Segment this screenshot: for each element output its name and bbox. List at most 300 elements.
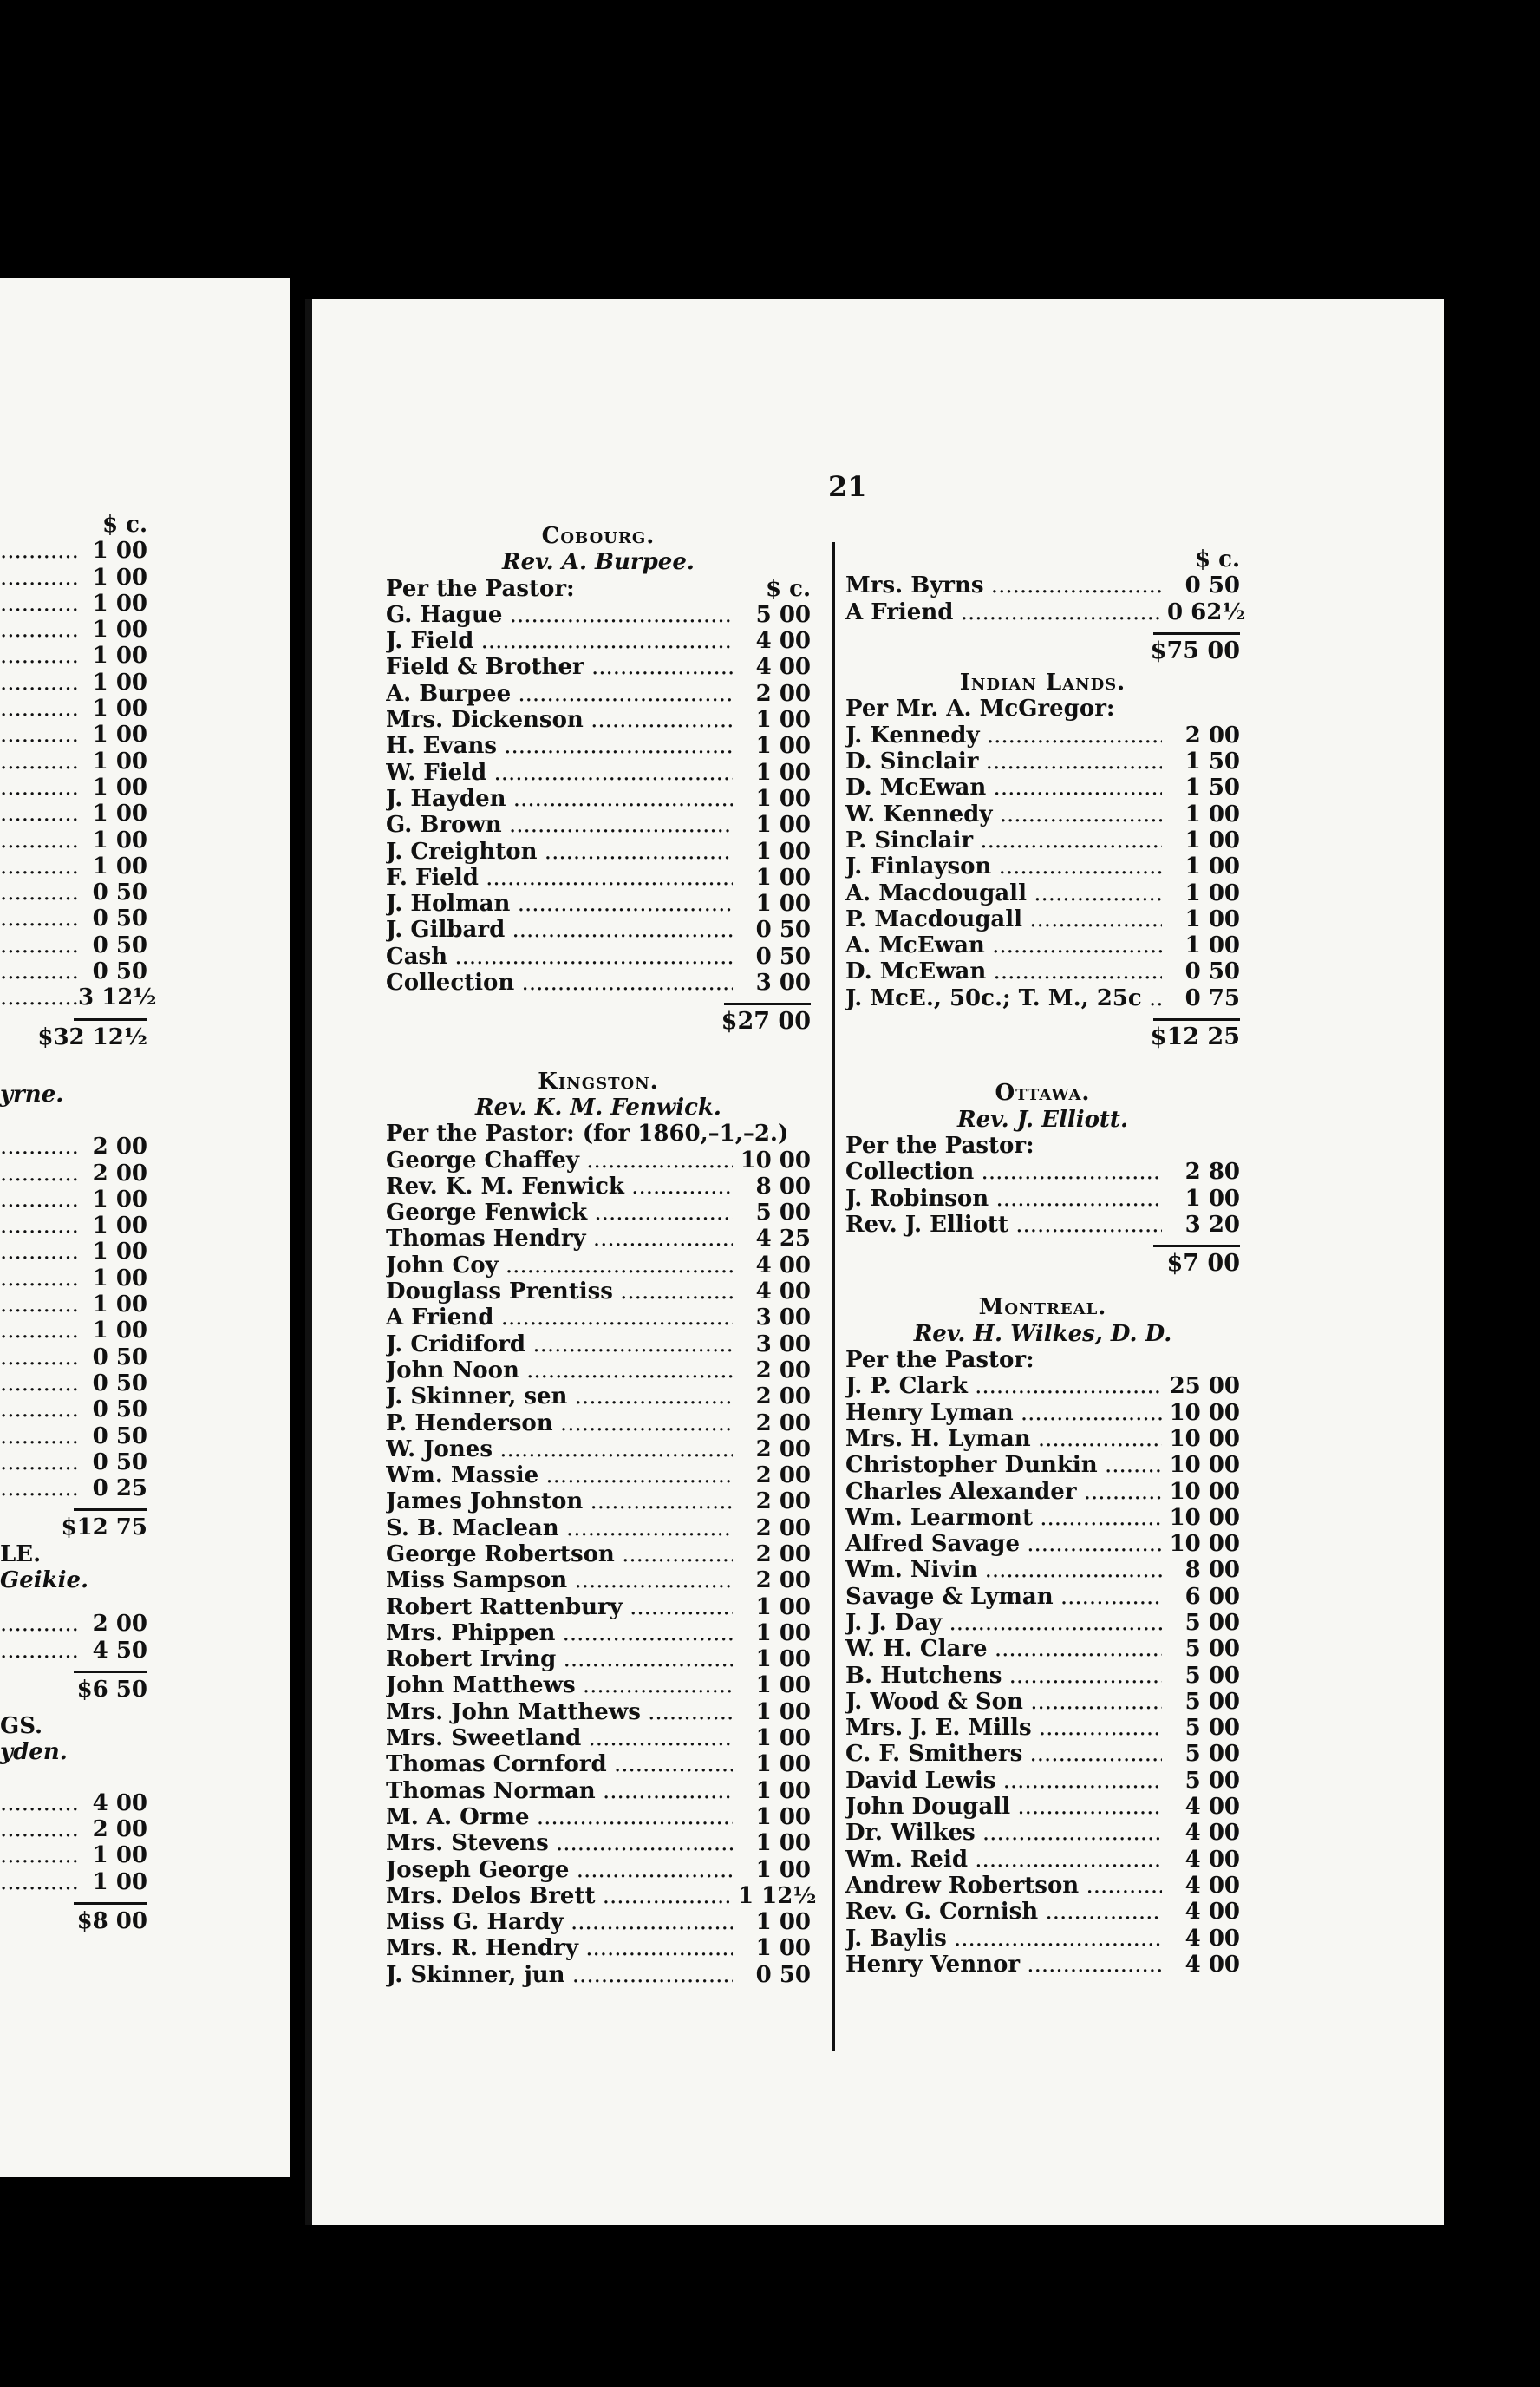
donation-amount: 5 00 (755, 601, 811, 628)
list-item (0, 1396, 147, 1422)
donor-name: Joseph George ..... (386, 1857, 733, 1883)
donor-name: Wm. Learmont ..... (845, 1505, 1162, 1531)
donor-name: Mrs. Sweetland ..... (386, 1725, 733, 1751)
list-item (0, 643, 147, 669)
donor-name: Henry Vennor ..... (845, 1952, 1162, 1978)
donation-amount: 10 00 (1169, 1504, 1240, 1531)
total-rule (1153, 632, 1240, 635)
donation-amount: 4 00 (1184, 1846, 1240, 1873)
donation-amount: 3 20 (1184, 1211, 1240, 1238)
list-item (845, 1531, 1240, 1557)
list-item (0, 1213, 147, 1239)
donation-amount: 2 00 (92, 1134, 147, 1161)
left-block-2 (0, 1134, 147, 1501)
donor-name: P. Sinclair ..... (845, 827, 1162, 853)
leader-dots (0, 1790, 78, 1816)
list-item (386, 1541, 811, 1567)
list-item (386, 970, 811, 996)
leader-dots (0, 1816, 78, 1842)
donor-name: J. Skinner, jun ..... (386, 1962, 733, 1988)
donor-name: Robert Irving ..... (386, 1646, 733, 1672)
donor-name: John Matthews ..... (386, 1672, 733, 1698)
leader-dots (0, 984, 78, 1010)
list-item (845, 985, 1240, 1011)
cobourg-list (386, 602, 811, 996)
donor-name: M. A. Orme ..... (386, 1804, 733, 1830)
list-item (386, 1620, 811, 1646)
donation-amount: 10 00 (1169, 1425, 1240, 1452)
donor-name: D. Sinclair ..... (845, 749, 1162, 775)
total-rule (74, 1508, 147, 1511)
list-item (0, 1292, 147, 1318)
donation-amount: 4 00 (1184, 1899, 1240, 1926)
donor-name: Cash ..... (386, 944, 733, 970)
donation-amount: 2 00 (92, 1160, 147, 1187)
list-item (386, 812, 811, 838)
list-item (0, 906, 147, 932)
donation-amount: 4 00 (1184, 1872, 1240, 1899)
donation-amount: 2 00 (755, 1567, 811, 1594)
list-item (386, 786, 811, 812)
list-item (845, 1768, 1240, 1794)
donor-name: Mrs. H. Lyman ..... (845, 1426, 1162, 1452)
leader-dots (0, 1344, 78, 1370)
list-item (0, 670, 147, 696)
list-item (386, 1909, 811, 1935)
leader-dots (0, 670, 78, 696)
list-item (386, 1279, 811, 1305)
pastor-ottawa: Rev. J. Elliott. (957, 1106, 1128, 1133)
list-item (845, 1584, 1240, 1610)
list-item (386, 944, 811, 970)
donation-amount: 1 00 (755, 1830, 811, 1857)
donation-amount: 5 00 (1184, 1636, 1240, 1663)
leader-dots (0, 565, 78, 591)
donor-name: Mrs. R. Hendry ..... (386, 1935, 733, 1961)
left-block-1 (0, 538, 157, 1011)
cobourg-subhead-row (386, 576, 811, 602)
list-item (845, 1952, 1240, 1978)
left-block-3 (0, 1611, 147, 1664)
donor-name: Andrew Robertson ..... (845, 1873, 1162, 1899)
donor-name: John Noon ..... (386, 1357, 733, 1383)
donation-amount: 1 00 (755, 759, 811, 786)
donor-name: J. Holman ..... (386, 891, 733, 917)
list-item (0, 827, 147, 853)
list-item (845, 1689, 1240, 1715)
donation-amount: 0 50 (92, 1396, 147, 1423)
donor-name: David Lewis ..... (845, 1768, 1162, 1794)
donor-name: Alfred Savage ..... (845, 1531, 1162, 1557)
list-item (0, 1187, 147, 1213)
leader-dots (0, 1213, 78, 1239)
donation-amount: 1 00 (92, 1239, 147, 1265)
list-item (845, 723, 1240, 749)
ottawa-subhead: Per the Pastor: (845, 1132, 1034, 1159)
list-item (845, 1741, 1240, 1767)
donation-amount: 3 00 (755, 1331, 811, 1357)
donation-amount: 1 12½ (738, 1882, 817, 1909)
donation-amount: 4 00 (1184, 1820, 1240, 1847)
leader-dots (0, 696, 78, 722)
donor-name: G. Brown ..... (386, 812, 733, 838)
left-block-3-title: LE. (0, 1540, 42, 1567)
donation-amount: 5 00 (1184, 1715, 1240, 1742)
donor-name: H. Evans ..... (386, 733, 733, 759)
section-title-indian-lands: Indian Lands. (959, 670, 1126, 696)
leader-dots (0, 801, 78, 827)
donation-amount: 10 00 (740, 1147, 811, 1174)
indian-lands-total: $12 25 (1150, 1023, 1240, 1051)
list-item (0, 984, 157, 1011)
page-number: 21 (828, 470, 867, 503)
donation-amount: 0 50 (755, 943, 811, 970)
donation-amount: 0 50 (92, 880, 147, 906)
list-item (386, 1252, 811, 1279)
list-item (386, 865, 811, 891)
donation-amount: 10 00 (1169, 1399, 1240, 1426)
donor-name: George Chaffey ..... (386, 1148, 733, 1174)
column-right (845, 546, 1246, 1978)
list-item (386, 1226, 811, 1252)
donation-amount: 1 00 (92, 827, 147, 853)
left-block-3-pastor: Geikie. (0, 1566, 89, 1593)
indian-lands-list (845, 723, 1240, 1011)
donor-name: John Coy ..... (386, 1252, 733, 1279)
donor-name: J. Robinson ..... (845, 1186, 1162, 1212)
list-item (0, 617, 147, 643)
list-item (0, 1370, 147, 1396)
leader-dots (0, 1449, 78, 1475)
leader-dots (0, 1318, 78, 1344)
donation-amount: 0 75 (1184, 984, 1240, 1011)
list-item (845, 1186, 1240, 1212)
list-item (386, 1174, 811, 1200)
list-item (845, 1212, 1240, 1238)
list-item (386, 1410, 811, 1436)
donor-name: J. Cridiford ..... (386, 1331, 733, 1357)
donor-name: Mrs. Phippen ..... (386, 1620, 733, 1646)
leader-dots (0, 1475, 78, 1501)
list-item (386, 1331, 811, 1357)
donation-amount: 1 00 (92, 748, 147, 775)
leader-dots (0, 906, 78, 932)
leader-dots (0, 827, 78, 853)
list-item (0, 801, 147, 827)
leader-dots (0, 1370, 78, 1396)
total-rule (74, 1902, 147, 1905)
donation-amount: 1 00 (92, 696, 147, 723)
left-currency-header: $ c. (101, 512, 147, 538)
list-item (386, 602, 811, 628)
list-item (845, 1820, 1240, 1846)
leader-dots (0, 853, 78, 880)
donor-name: Wm. Reid ..... (845, 1847, 1162, 1873)
donation-amount: 0 50 (92, 958, 147, 985)
list-item (386, 1778, 811, 1804)
list-item (386, 1804, 811, 1830)
list-item (845, 1505, 1240, 1531)
donation-amount: 1 00 (755, 1935, 811, 1962)
list-item (0, 722, 147, 748)
total-rule (724, 1003, 811, 1005)
donation-amount: 0 50 (92, 906, 147, 932)
donor-name: J. Kennedy ..... (845, 723, 1162, 749)
list-item (386, 1383, 811, 1409)
donor-name: J. J. Day ..... (845, 1610, 1162, 1636)
donation-amount: 0 50 (92, 932, 147, 958)
list-item (845, 1715, 1240, 1741)
donation-amount: 2 00 (1184, 722, 1240, 749)
list-item (845, 1899, 1240, 1925)
list-item (845, 906, 1240, 932)
donation-amount: 1 00 (92, 1186, 147, 1213)
list-item (0, 1449, 147, 1475)
donor-name: Wm. Nivin ..... (845, 1557, 1162, 1583)
donor-name: F. Field ..... (386, 865, 733, 891)
leader-dots (0, 1638, 78, 1664)
donation-amount: 1 00 (755, 1803, 811, 1830)
donor-name: Douglass Prentiss ..... (386, 1279, 733, 1305)
leader-dots (0, 932, 78, 958)
donation-amount: 1 00 (755, 838, 811, 865)
donation-amount: 1 00 (1184, 853, 1240, 880)
donation-amount: 1 00 (92, 590, 147, 617)
list-item (386, 1436, 811, 1462)
donation-amount: 0 25 (92, 1475, 147, 1502)
donor-name: W. Field ..... (386, 760, 733, 786)
cobourg-subhead: Per the Pastor: (386, 575, 575, 602)
donor-name: Wm. Massie ..... (386, 1462, 733, 1488)
donor-name: Mrs. J. E. Mills ..... (845, 1715, 1162, 1741)
list-item (0, 538, 147, 564)
donor-name: G. Hague ..... (386, 602, 733, 628)
donation-amount: 1 00 (1184, 827, 1240, 853)
donation-amount: 1 00 (92, 1292, 147, 1318)
list-item (386, 1305, 811, 1331)
list-item (0, 775, 147, 801)
left-page-column (0, 512, 157, 1934)
donation-amount: 8 00 (1184, 1557, 1240, 1584)
donation-amount: 1 00 (92, 1213, 147, 1239)
donor-name: A Friend ..... (845, 599, 1162, 625)
list-item (0, 1790, 147, 1816)
list-item (386, 733, 811, 759)
list-item (845, 1557, 1240, 1583)
leader-dots (0, 1869, 78, 1895)
column-left (386, 523, 817, 1988)
column-divider (832, 542, 835, 2051)
list-item (386, 681, 811, 707)
donation-amount: 10 00 (1169, 1478, 1240, 1505)
donor-name: J. Gilbard ..... (386, 917, 733, 943)
donation-amount: 1 00 (92, 853, 147, 880)
list-item (0, 1475, 147, 1501)
donation-amount: 1 00 (755, 812, 811, 839)
list-item (386, 654, 811, 680)
list-item (845, 853, 1240, 880)
donation-amount: 0 50 (92, 1370, 147, 1396)
donation-amount: 1 00 (92, 643, 147, 670)
donation-amount: 2 00 (755, 1540, 811, 1567)
donor-name: Thomas Norman ..... (386, 1778, 733, 1804)
donation-amount: 1 00 (92, 669, 147, 696)
donation-amount: 5 00 (1184, 1767, 1240, 1794)
donation-amount: 0 50 (1184, 958, 1240, 985)
list-item (845, 1400, 1240, 1426)
currency-header: $ c. (1194, 546, 1240, 572)
donor-name: W. H. Clare ..... (845, 1636, 1162, 1662)
donation-amount: 0 50 (755, 1961, 811, 1988)
list-item (0, 853, 147, 880)
list-item (845, 598, 1246, 625)
donation-amount: 1 00 (1184, 1185, 1240, 1212)
donation-amount: 2 80 (1184, 1159, 1240, 1186)
leader-dots (0, 880, 78, 906)
donation-amount: 3 00 (755, 970, 811, 997)
donation-amount: 3 12½ (78, 984, 157, 1011)
donation-amount: 2 00 (755, 680, 811, 707)
donation-amount: 3 00 (755, 1305, 811, 1331)
donation-amount: 25 00 (1169, 1373, 1240, 1400)
donation-amount: 6 00 (1184, 1583, 1240, 1610)
donation-amount: 1 00 (92, 538, 147, 565)
donor-name: Miss G. Hardy ..... (386, 1909, 733, 1935)
donation-amount: 4 00 (1184, 1794, 1240, 1821)
donor-name: Thomas Cornford ..... (386, 1751, 733, 1777)
list-item (0, 958, 147, 984)
list-item (386, 1672, 811, 1698)
list-item (386, 1488, 811, 1514)
list-item (845, 775, 1240, 801)
list-item (845, 1373, 1240, 1399)
donor-name: George Fenwick ..... (386, 1200, 733, 1226)
list-item (0, 696, 147, 722)
list-item (386, 1462, 811, 1488)
donation-amount: 1 00 (92, 1868, 147, 1895)
donor-name: W. Kennedy ..... (845, 801, 1162, 827)
left-block-4 (0, 1790, 147, 1895)
donation-amount: 1 00 (755, 733, 811, 760)
donor-name: B. Hutchens ..... (845, 1663, 1162, 1689)
donor-name: Rev. J. Elliott ..... (845, 1212, 1162, 1238)
donor-name: Mrs. Stevens ..... (386, 1830, 733, 1856)
list-item (386, 839, 811, 865)
list-item (0, 1318, 147, 1344)
donation-amount: 5 00 (1184, 1688, 1240, 1715)
donor-name: James Johnston ..... (386, 1488, 733, 1514)
montreal-subhead: Per the Pastor: (845, 1347, 1034, 1374)
list-item (386, 760, 811, 786)
donation-amount: 1 00 (755, 785, 811, 812)
list-item (845, 958, 1240, 984)
list-item (845, 1873, 1240, 1899)
leader-dots (0, 1842, 78, 1868)
list-item (845, 572, 1240, 598)
donor-name: Savage & Lyman ..... (845, 1584, 1162, 1610)
donation-amount: 1 00 (92, 617, 147, 644)
donor-name: Mrs. Dickenson ..... (386, 707, 733, 733)
total-rule (1153, 1018, 1240, 1021)
list-item (386, 1751, 811, 1777)
list-item (386, 1935, 811, 1961)
list-item (386, 1148, 811, 1174)
donation-amount: 1 00 (755, 1725, 811, 1752)
donor-name: Collection ..... (845, 1159, 1162, 1185)
donation-amount: 1 00 (755, 1672, 811, 1699)
cobourg-cont-total: $75 00 (1150, 637, 1240, 664)
list-item (386, 1567, 811, 1593)
total-rule (74, 1018, 147, 1021)
donation-amount: 0 50 (755, 917, 811, 944)
list-item (845, 880, 1240, 906)
list-item (386, 891, 811, 917)
section-title-montreal: Montreal. (978, 1294, 1107, 1321)
donor-name: Dr. Wilkes ..... (845, 1820, 1162, 1846)
list-item (845, 1636, 1240, 1662)
donation-amount: 0 50 (1184, 572, 1240, 599)
list-item (845, 1610, 1240, 1636)
donation-amount: 1 00 (1184, 801, 1240, 827)
donor-name: Mrs. Delos Brett ..... (386, 1883, 733, 1909)
list-item (845, 932, 1240, 958)
currency-header: $ c. (765, 575, 811, 602)
donor-name: J. Field ..... (386, 628, 733, 654)
donation-amount: 4 50 (92, 1637, 147, 1664)
donation-amount: 2 00 (755, 1488, 811, 1515)
donation-amount: 0 50 (92, 1449, 147, 1475)
list-item (0, 880, 147, 906)
donation-amount: 1 00 (755, 1909, 811, 1936)
leader-dots (0, 1239, 78, 1265)
leader-dots (0, 1134, 78, 1160)
donor-name: J. Creighton ..... (386, 839, 733, 865)
section-title-cobourg: Cobourg. (541, 523, 656, 549)
donation-amount: 1 00 (92, 774, 147, 801)
donation-amount: 1 00 (755, 1619, 811, 1646)
leader-dots (0, 1396, 78, 1422)
donor-name: A Friend ..... (386, 1305, 733, 1331)
kingston-subhead: Per the Pastor: (for 1860,–1,–2.) (386, 1121, 789, 1148)
leader-dots (0, 722, 78, 748)
donation-amount: 1 00 (92, 801, 147, 827)
list-item (845, 1926, 1240, 1952)
donation-amount: 1 00 (92, 722, 147, 749)
donor-name: A. Macdougall ..... (845, 880, 1162, 906)
list-item (845, 801, 1240, 827)
list-item (386, 1515, 811, 1541)
donor-name: Christopher Dunkin ..... (845, 1452, 1162, 1478)
donor-name: Mrs. John Matthews ..... (386, 1699, 733, 1725)
list-item (0, 1611, 147, 1637)
donor-name: Mrs. Byrns ..... (845, 572, 1162, 598)
donor-name: J. McE., 50c.; T. M., 25c ..... (845, 985, 1162, 1011)
list-item (0, 1816, 147, 1842)
donation-amount: 2 00 (755, 1435, 811, 1462)
donation-amount: 8 00 (755, 1173, 811, 1200)
donor-name: A. McEwan ..... (845, 932, 1162, 958)
donor-name: J. P. Clark ..... (845, 1373, 1162, 1399)
donation-amount: 1 50 (1184, 749, 1240, 775)
leader-dots (0, 591, 78, 617)
donor-name: George Robertson ..... (386, 1541, 733, 1567)
leader-dots (0, 1611, 78, 1637)
list-item (845, 1663, 1240, 1689)
list-item (0, 591, 147, 617)
list-item (386, 1882, 817, 1909)
donation-amount: 10 00 (1169, 1531, 1240, 1558)
leader-dots (0, 643, 78, 669)
